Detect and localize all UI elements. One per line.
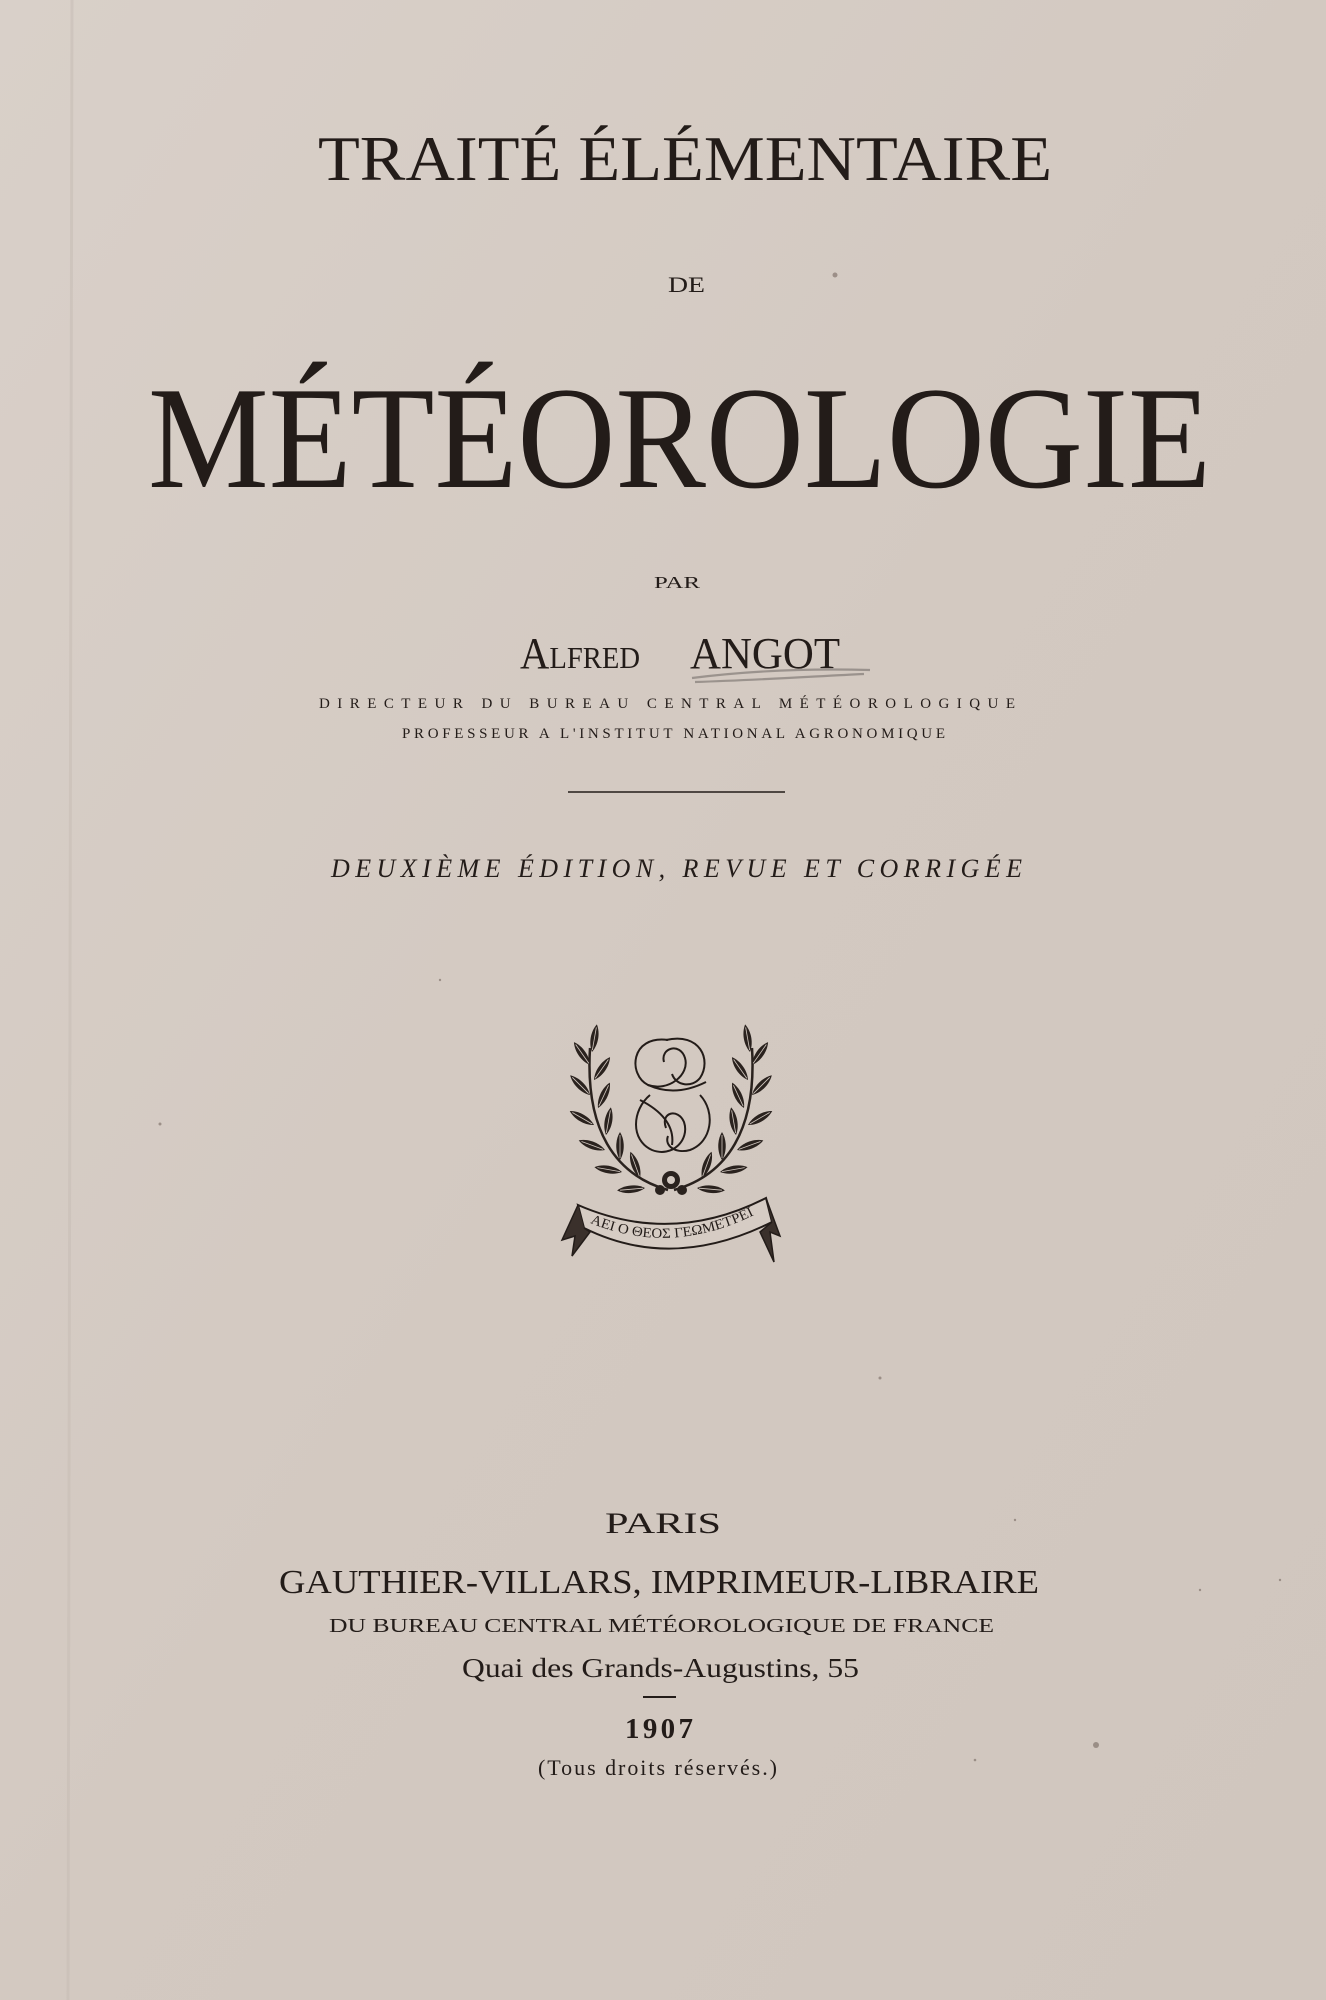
imprint-city: PARIS xyxy=(605,1507,721,1540)
edition-statement: DEUXIÈME ÉDITION, REVUE ET CORRIGÉE xyxy=(331,854,1022,883)
imprint-address: Quai des Grands-Augustins, 55 xyxy=(462,1653,859,1683)
motto-textpath: ΑΕΙ Ο ΘΕΟΣ ΓΕΩΜΕΤΡΕΙ xyxy=(588,1205,756,1242)
title-connector: DE xyxy=(668,272,705,297)
imprint-publisher-sub: DU BUREAU CENTRAL MÉTÉOROLOGIQUE DE FRANCE xyxy=(329,1615,848,1637)
author-position2: PROFESSEUR A L'INSTITUT NATIONAL AGRONOMIQUE xyxy=(402,726,945,742)
title-main: MÉTÉOROLOGIE xyxy=(148,357,1211,519)
author-last-name: ANGOT xyxy=(690,629,841,678)
imprint-publisher: GAUTHIER-VILLARS, IMPRIMEUR-LIBRAIRE xyxy=(279,1564,1039,1601)
imprint-year: 1907 xyxy=(625,1713,693,1745)
author-by: PAR xyxy=(654,573,701,592)
title-line1: TRAITÉ ÉLÉMENTAIRE xyxy=(318,123,1052,194)
author-position1: DIRECTEUR DU BUREAU CENTRAL MÉTÉOROLOGIQUE xyxy=(319,696,1015,712)
author-first-name: Alfred xyxy=(520,629,640,678)
imprint-rights: (Tous droits réservés.) xyxy=(538,1755,777,1780)
